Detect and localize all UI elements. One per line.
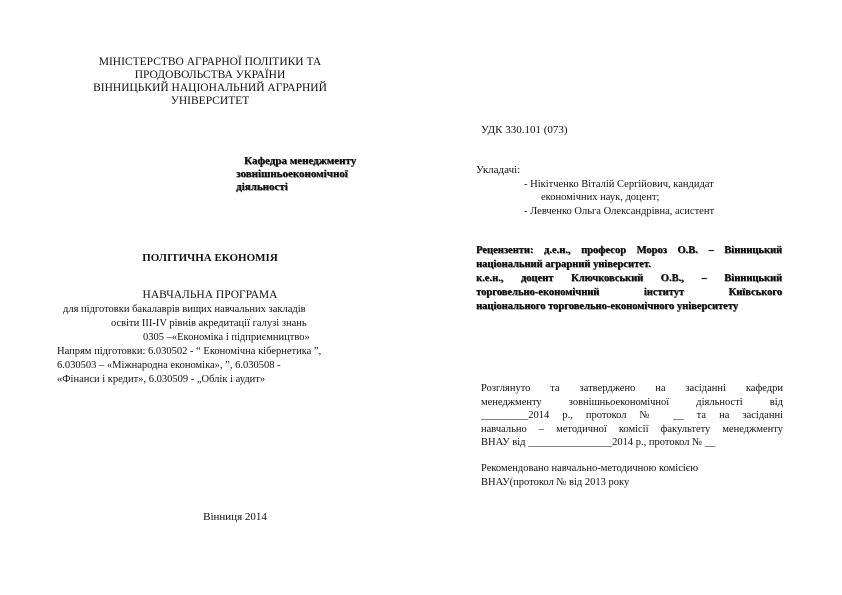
udk-code: УДК 330.101 (073)	[481, 124, 568, 136]
approval-line-1: Розглянуто та затверджено на засіданні кафедри	[481, 383, 783, 394]
department-line-1: Кафедра менеджменту	[244, 155, 357, 167]
department-block	[236, 155, 356, 194]
document-title: ПОЛІТИЧНА ЕКОНОМІЯ	[142, 252, 278, 264]
approval-block	[481, 382, 783, 450]
ministry-line-3: ВІННИЦЬКИЙ НАЦІОНАЛЬНИЙ АГРАРНИЙ	[93, 82, 327, 94]
reviewers-block	[476, 244, 782, 314]
recommendation-line-2: ВНАУ(протокол № від 2013 року	[481, 477, 630, 488]
recommendation-block	[481, 462, 698, 490]
program-line-3: 0305 –«Економіка і підприємництво»	[143, 332, 310, 343]
reviewers-line-3: к.е.н., доцент Ключковський О.В., – Вінницький	[476, 273, 782, 284]
reviewers-line-2: національний аграрний університет.	[476, 259, 651, 270]
reviewers-line-5: національного торговельно-економічного університету	[476, 301, 738, 312]
compiler-line-3: - Левченко Ольга Олександрівна, асистент	[524, 206, 715, 217]
reviewers-line-4: торговельно-економічний інститут Київського	[476, 287, 782, 298]
compilers-label: Укладачі:	[476, 164, 521, 176]
approval-line-2: менеджменту зовнішньоекономічної діяльності від	[481, 396, 783, 408]
approval-line-5: ВНАУ від ________________2014 р., протокол № __	[481, 437, 716, 448]
program-heading: НАВЧАЛЬНА ПРОГРАМА	[142, 289, 278, 301]
recommendation-line-1: Рекомендовано навчально-методичною комісією	[481, 463, 699, 474]
department-line-2: зовнішньоекономічної	[236, 168, 348, 180]
program-line-1: для підготовки бакалаврів вищих навчальних закладів	[63, 304, 306, 315]
program-line-5: 6.030503 – «Міжнародна економіка», ”, 6.030508 -	[57, 360, 281, 371]
program-line-4: Напрям підготовки: 6.030502 - “ Економічна кібернетика ”,	[57, 346, 322, 357]
ministry-header	[60, 56, 360, 108]
approval-line-4: навчально – методичної комісії факультету менеджменту	[481, 423, 783, 435]
compiler-line-1: - Нікітченко Віталій Сергійович, кандидат	[524, 179, 714, 190]
reviewers-line-1: Рецензенти: д.е.н., професор Мороз О.В. – Вінницький	[476, 245, 782, 256]
approval-line-3: _________2014 р., протокол № __ та на засіданні	[481, 410, 783, 421]
city-year: Вінниця 2014	[203, 511, 267, 523]
department-line-3: діяльності	[236, 181, 288, 193]
compiler-line-2: економічних наук, доцент;	[541, 192, 660, 203]
ministry-line-2: ПРОДОВОЛЬСТВА УКРАЇНИ	[134, 69, 286, 81]
ministry-line-4: УНІВЕРСИТЕТ	[170, 95, 250, 107]
program-line-6: «Фінанси і кредит», 6.030509 - „Облік і аудит»	[57, 374, 266, 385]
ministry-line-1: МІНІСТЕРСТВО АГРАРНОЇ ПОЛІТИКИ ТА	[98, 56, 322, 68]
program-line-2: освіти ІІІ-ІV рівнів акредитації галузі знань	[111, 318, 307, 329]
